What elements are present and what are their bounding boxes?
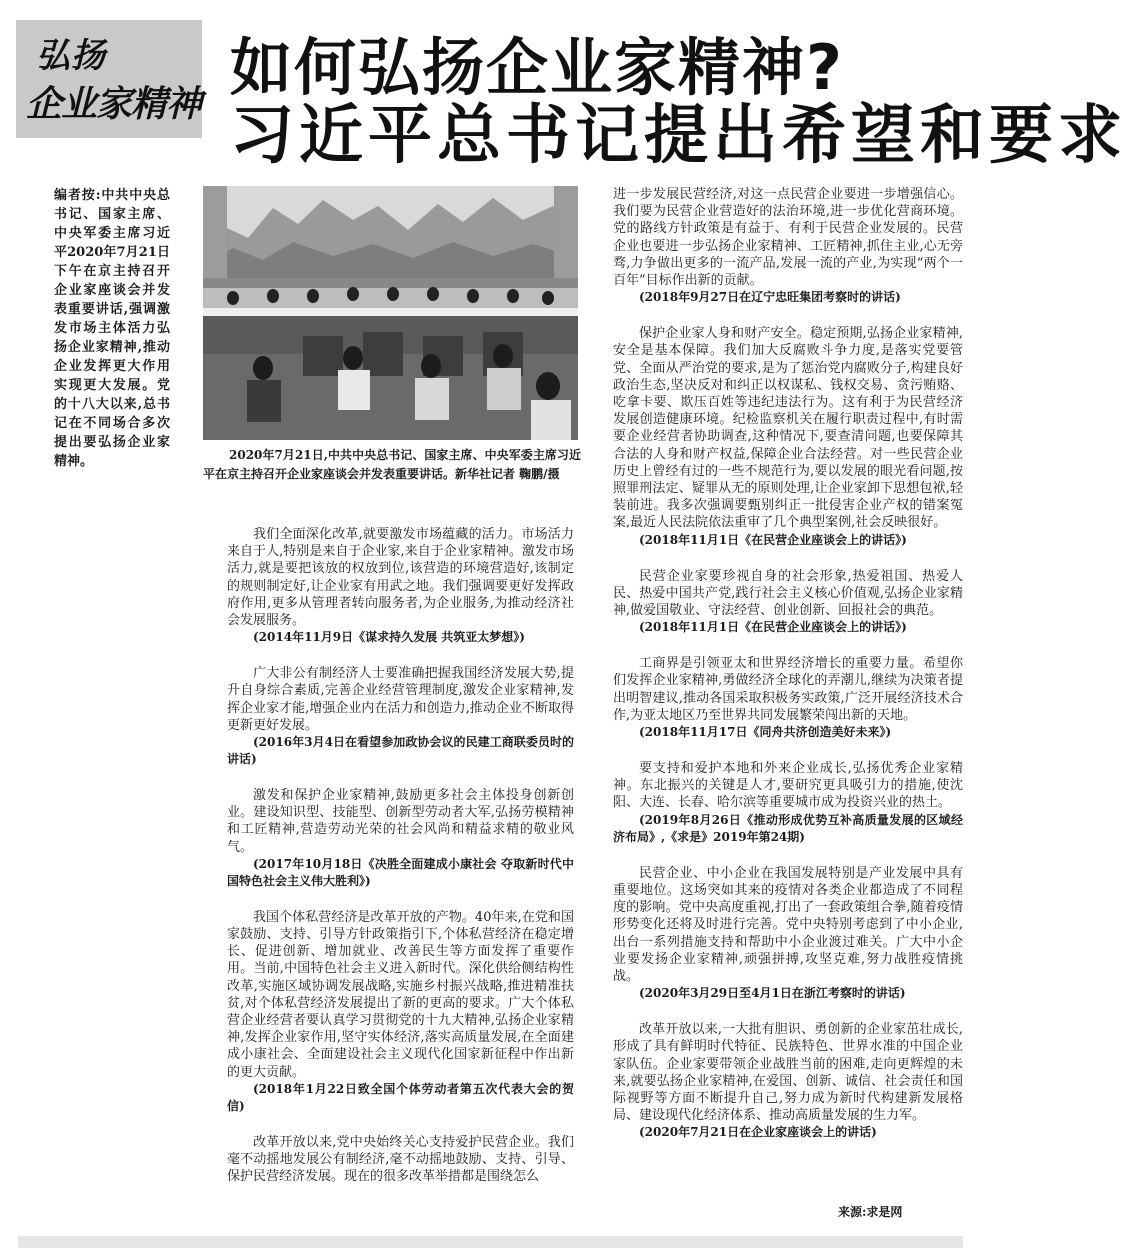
quote-text: 我们全面深化改革,就要激发市场蕴藏的活力。市场活力来自于人,特别是来自于企业家,来自于企业家精神。激发市场活力,就是要把该放的权放到位,该营造的环境营造好,该制定的规则制定好,让企业家有用武之地。我们强调要更好发挥政府作用,更多从管理者转向服务者,为企业服务,为推动经济社会发展服务。 xyxy=(227,527,574,629)
quote-citation: (2020年3月29日至4月1日在浙江考察时的讲话) xyxy=(639,986,906,1001)
photo-caption: 2020年7月21日,中共中央总书记、国家主席、中央军委主席习近平在京主持召开企业家座谈会并发表重要讲话。新华社记者 鞠鹏/摄 xyxy=(203,448,581,481)
source-credit: 来源:求是网 xyxy=(838,1205,903,1219)
quote-text: 工商界是引领亚太和世界经济增长的重要力量。希望你们发挥企业家精神,勇做经济全球化的弄潮儿,继续为决策者提出明智建议,推动各国采取积极务实政策,广泛开展经济技术合作,为亚太地区乃至世界共同发展繁荣闯出新的天地。 xyxy=(613,656,963,723)
quote-item xyxy=(227,909,574,1115)
footer-bar xyxy=(18,1236,963,1248)
quote-citation: (2016年3月4日在看望参加政协会议的民建工商联委员时的讲话) xyxy=(227,735,574,767)
quote-citation: (2018年11月17日《同舟共济创造美好未来》) xyxy=(639,725,892,740)
badge-line2: 企业家精神 xyxy=(26,84,202,125)
editor-note: 编者按:中共中央总书记、国家主席、中央军委主席习近平2020年7月21日下午在京主持召开企业家座谈会并发表重要讲话,强调激发市场主体活力弘扬企业家精神,推动企业发挥更大作用实现更大发展。党的十八大以来,总书记在不同场合多次提出要弘扬企业家精神。 xyxy=(54,188,170,469)
quote-text: 保护企业家人身和财产安全。稳定预期,弘扬企业家精神,安全是基本保障。我们加大反腐败斗争力度,是落实党要管党、全面从严治党的要求,是为了惩治党内腐败分子,构建良好政治生态,坚决反对和纠正以权谋私、钱权交易、贪污贿赂、吃拿卡要、欺压百姓等违纪违法行为。这有利于为民营经济发展创造健康环境。纪检监察机关在履行职责过程中,有时需要企业经营者协助调查,这种情况下,要查清问题,也要保障其合法的人身和财产权益,保障企业合法经营。对一些民营企业历史上曾经有过的一些不规范行为,要以发展的眼光看问题,按照罪刑法定、疑罪从无的原则处理,让企业家卸下思想包袱,轻装前进。我多次强调要甄别纠正一批侵害企业产权的错案冤案,最近人民法院依法重审了几个典型案例,社会反映很好。 xyxy=(613,326,963,531)
column-badge xyxy=(16,20,202,138)
quote-text: 进一步发展民营经济,对这一点民营企业要进一步增强信心。我们要为民营企业营造好的法治环境,进一步优化营商环境。党的路线方针政策是有益于、有利于民营企业发展的。民营企业也要进一步弘扬企业家精神、工匠精神,抓住主业,心无旁骛,力争做出更多的一流产品,发展一流的产业,为实现“两个一百年”目标作出新的贡献。 xyxy=(613,187,963,289)
quote-item xyxy=(227,1134,574,1186)
news-photo xyxy=(203,186,578,440)
quote-item xyxy=(613,760,963,846)
quote-citation: (2018年1月22日致全国个体劳动者第五次代表大会的贺信) xyxy=(227,1081,574,1113)
quote-item xyxy=(613,568,963,637)
quote-item xyxy=(613,325,963,548)
quote-item xyxy=(613,186,963,306)
quote-item xyxy=(227,526,574,646)
headline-line1: 如何弘扬企业家精神? xyxy=(230,31,844,104)
article-column-left xyxy=(227,526,574,1185)
quote-text: 改革开放以来,一大批有胆识、勇创新的企业家茁壮成长,形成了具有鲜明时代特征、民族特色、世界水准的中国企业家队伍。企业家要带领企业战胜当前的困难,走向更辉煌的未来,就要弘扬企业家精神,在爱国、创新、诚信、社会责任和国际视野等方面不断提升自己,努力成为新时代构建新发展格局、建设现代化经济体系、推动高质量发展的生力军。 xyxy=(613,1022,963,1124)
quote-item xyxy=(613,655,963,741)
quote-citation: (2020年7月21日在企业家座谈会上的讲话) xyxy=(639,1125,877,1140)
quote-citation: (2018年9月27日在辽宁忠旺集团考察时的讲话) xyxy=(639,290,901,305)
quote-item xyxy=(613,865,963,1002)
article-column-right xyxy=(613,186,963,1141)
quote-item xyxy=(613,1021,963,1141)
quote-text: 广大非公有制经济人士要准确把握我国经济发展大势,提升自身综合素质,完善企业经营管理制度,激发企业家精神,发挥企业家才能,增强企业内在活力和创造力,推动企业不断取得更新更好发展。 xyxy=(227,666,574,733)
quote-item xyxy=(227,787,574,890)
quote-citation: (2018年11月1日《在民营企业座谈会上的讲话》) xyxy=(639,532,907,547)
badge-line1: 弘扬 xyxy=(36,36,106,76)
quote-text: 我国个体私营经济是改革开放的产物。40年来,在党和国家鼓励、支持、引导方针政策指引下,个体私营经济在稳定增长、促进创新、增加就业、改善民生等方面发挥了重要作用。当前,中国特色社会主义进入新时代。深化供给侧结构性改革,实施区域协调发展战略,实施乡村振兴战略,推进精准扶贫,对个体私营经济发展提出了新的更高的要求。广大个体私营企业经营者要认真学习贯彻党的十九大精神,弘扬企业家精神,发挥企业家作用,坚守实体经济,落实高质量发展,在全面建成小康社会、全面建设社会主义现代化国家新征程中作出新的更大贡献。 xyxy=(227,909,574,1080)
quote-text: 改革开放以来,党中央始终关心支持爱护民营企业。我们毫不动摇地发展公有制经济,毫不动摇地鼓励、支持、引导、保护民营经济发展。现在的很多改革举措都是围绕怎么 xyxy=(227,1134,574,1185)
quote-text: 要支持和爱护本地和外来企业成长,弘扬优秀企业家精神。东北振兴的关键是人才,要研究更具吸引力的措施,使沈阳、大连、长春、哈尔滨等重要城市成为投资兴业的热土。 xyxy=(613,761,963,811)
headline-line2: 习近平总书记提出希望和要求 xyxy=(230,99,1127,173)
quote-citation: (2017年10月18日《决胜全面建成小康社会 夺取新时代中国特色社会主义伟大胜利》) xyxy=(227,856,574,888)
quote-text: 民营企业、中小企业在我国发展特别是产业发展中具有重要地位。这场突如其来的疫情对各类企业都造成了不同程度的影响。党中央高度重视,打出了一套政策组合拳,随着疫情形势变化还将及时进行完善。党中央特别考虑到了中小企业,出台一系列措施支持和帮助中小企业渡过难关。广大中小企业要发扬企业家精神,顽强拼搏,攻坚克难,努力战胜疫情挑战。 xyxy=(613,865,963,984)
quote-citation: (2014年11月9日《谋求持久发展 共筑亚太梦想》) xyxy=(253,630,525,645)
meeting-photo-illustration xyxy=(203,186,578,440)
quote-text: 激发和保护企业家精神,鼓励更多社会主体投身创新创业。建设知识型、技能型、创新型劳动者大军,弘扬劳模精神和工匠精神,营造劳动光荣的社会风尚和精益求精的敬业风气。 xyxy=(227,788,574,855)
quote-citation: (2019年8月26日《推动形成优势互补高质量发展的区域经济布局》,《求是》2019年第24期) xyxy=(613,812,963,844)
quote-text: 民营企业家要珍视自身的社会形象,热爱祖国、热爱人民、热爱中国共产党,践行社会主义核心价值观,弘扬企业家精神,做爱国敬业、守法经营、创业创新、回报社会的典范。 xyxy=(613,568,963,619)
quote-item xyxy=(227,665,574,768)
quote-citation: (2018年11月1日《在民营企业座谈会上的讲话》) xyxy=(639,620,907,635)
